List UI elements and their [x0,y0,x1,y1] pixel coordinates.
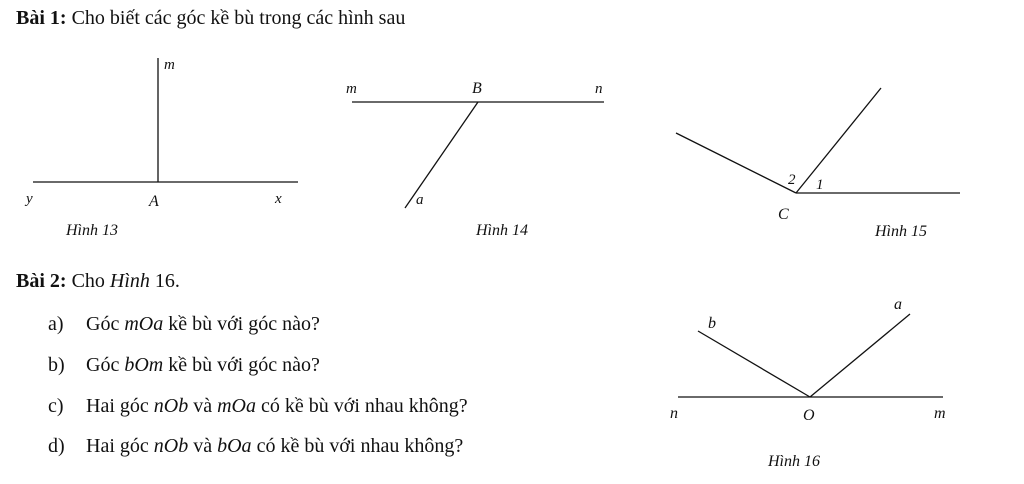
angle-name: bOm [124,354,164,376]
fig16-label-O: O [803,407,815,424]
question-text: kề bù với góc nào? [163,313,320,335]
question-text: Góc [86,354,125,376]
question-text: và [188,395,218,417]
question-text: Hai góc [86,395,154,417]
question-c [48,395,468,418]
fig15-ray-upper [796,88,881,193]
exercise-2-text-post: 16. [149,270,180,292]
question-text: kề bù với góc nào? [163,354,320,376]
fig13-label-A: A [149,193,159,210]
fig16-ray-oa [810,314,910,397]
fig13-label-y: y [26,191,33,207]
fig14-label-n: n [595,81,603,97]
angle-name: mOa [217,395,256,417]
question-label: d) [48,435,65,457]
figure-14 [352,102,604,208]
fig16-label-n: n [670,405,678,422]
exercise-2-title: Bài 2: [16,270,67,292]
fig13-label-m: m [164,57,175,73]
question-b [48,354,320,377]
angle-name: mOa [124,313,164,335]
question-label: b) [48,354,65,376]
fig15-ray-left [676,133,796,193]
fig14-caption: Hình 14 [476,222,528,239]
figure-16 [678,314,943,397]
fig15-label-C: C [778,206,789,223]
question-text: Hai góc [86,435,154,457]
question-a [48,313,320,336]
angle-name: nOb [153,395,189,417]
question-text: và [188,435,218,457]
fig16-ray-ob [698,331,810,397]
fig16-label-b: b [708,315,716,332]
fig15-label-2: 2 [788,172,796,188]
question-text: có kề bù với nhau không? [251,435,464,457]
fig13-label-x: x [275,191,282,207]
exercise-2-text-pre: Cho [71,270,110,292]
exercise-1-text: Cho biết các góc kề bù trong các hình sau [71,7,406,29]
question-label: c) [48,395,64,417]
question-label: a) [48,313,64,335]
figure-13 [33,58,298,182]
fig16-label-m: m [934,405,946,422]
fig13-caption: Hình 13 [66,222,118,239]
fig16-caption: Hình 16 [768,453,820,470]
fig15-caption: Hình 15 [875,223,927,240]
fig14-label-B: B [472,80,482,97]
fig16-label-a: a [894,296,902,313]
question-text: có kề bù với nhau không? [256,395,468,417]
fig15-label-1: 1 [816,177,824,193]
fig14-label-m: m [346,81,357,97]
exercise-2-heading [16,270,180,293]
angle-name: nOb [153,435,189,457]
fig14-label-a: a [416,192,424,208]
question-d [48,435,463,458]
question-text: Góc [86,313,125,335]
exercise-1-title: Bài 1: [16,7,67,29]
exercise-2-text-italic: Hình [109,270,150,292]
angle-name: bOa [217,435,252,457]
